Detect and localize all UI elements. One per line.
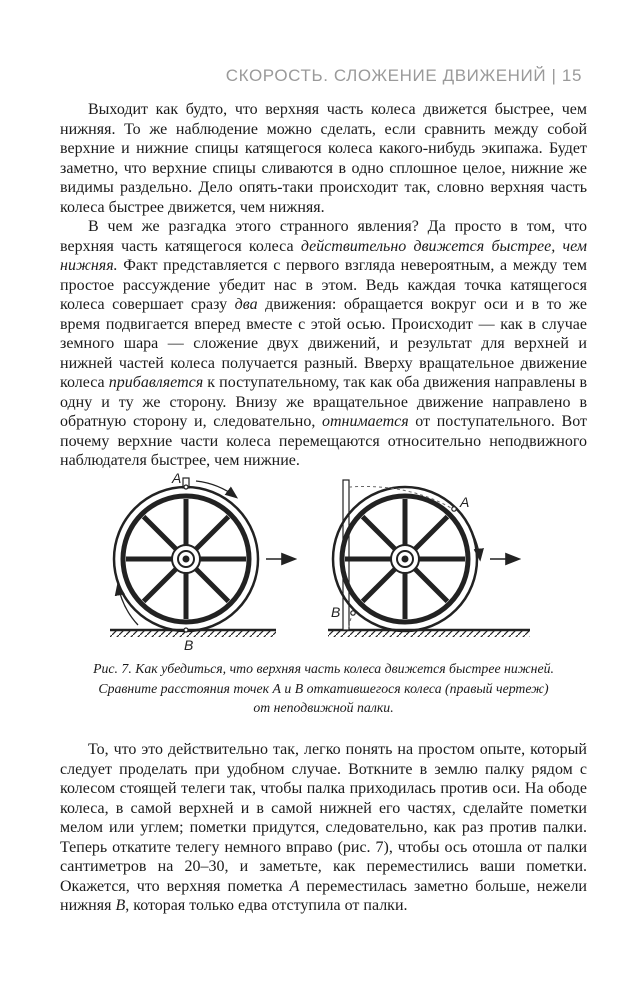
right-wheel-diagram: [328, 480, 530, 637]
label-a-left: A: [172, 470, 182, 486]
paragraph-3-text: переместилась заметно больше, нежели нижняя: [60, 877, 587, 914]
running-header: [226, 66, 582, 86]
left-wheel: [114, 487, 258, 631]
caption-line-3: от неподвижной палки.: [253, 700, 394, 715]
paragraph-2-emphasis: действительно движется быстрее, чем нижняя.: [60, 237, 587, 274]
page-number: 15: [561, 66, 582, 85]
figure-caption: [60, 659, 587, 718]
paragraph-2: [60, 217, 587, 471]
paragraph-3-emphasis: В: [115, 897, 126, 914]
paragraph-2-text: к поступательному, так как оба движения направлены в одну и ту же сторону. Внизу же вращательное движение направлено в обратную сторону и, следовательно,: [60, 374, 587, 430]
point-b-right: [351, 611, 355, 615]
header-separator: |: [551, 66, 557, 85]
upper-text-block: [60, 100, 587, 471]
point-a-right: [452, 507, 456, 511]
paragraph-3: [60, 740, 587, 916]
trajectory-b: [349, 614, 353, 627]
point-b-left: [184, 628, 188, 632]
lower-text-block: [60, 740, 587, 916]
running-title: СКОРОСТЬ. СЛОЖЕНИЕ ДВИЖЕНИЙ: [225, 66, 547, 85]
paragraph-2-text: от поступательного. Вот почему верхние части колеса перемещаются относительно неподвижного наблюдателя быстрее, чем нижние.: [60, 413, 587, 469]
wheel-figure: [98, 467, 558, 653]
point-a-left: [184, 485, 188, 489]
paragraph-2-emphasis: два: [234, 296, 258, 313]
paragraph-2-emphasis: отнимается: [321, 413, 409, 430]
paragraph-3-text: То, что это действительно так, легко понять на простом опыте, который следует проделать при удобном случае. Воткните в землю палку рядом с колесом стоящей телеги так, чтобы палка приходилась против оси. На ободе колеса, в самой верхней и в самой нижней его частях, сделайте пометки мелом или углем; пометки придутся, следовательно, как раз против палки. Теперь откатите телегу немного вправо (рис. 7), чтобы ось отошла от палки сантиметров на 20–30, и заметьте, как переместились ваши пометки. Окажется, что верхняя пометка: [60, 741, 587, 895]
ground-hatch-right: [328, 631, 530, 637]
paragraph-2-text: Факт представляется с первого взгляда невероятным, а между тем простое рассуждение убедит нас в этом. Ведь каждая точка катящегося колеса совершает сразу: [60, 257, 587, 313]
label-a-right: A: [460, 494, 470, 510]
left-wheel-diagram: [110, 470, 294, 653]
paragraph-2-text: В чем же разгадка этого странного явления? Да просто в том, что верхняя часть катящегося колеса: [60, 218, 587, 255]
caption-line-2: Сравните расстояния точек А и В откатившегося колеса (правый чертеж): [98, 680, 549, 696]
paragraph-3-emphasis: А: [289, 877, 300, 895]
paragraph-2-text: движения: обращается вокруг оси и в то же время подвигается вперед вместе с этой осью. Происходит — как в случае земного шара — сложение двух движений, и результат для верхней и нижней частей колеса получается разный. Вверху вращательное движение колеса: [60, 296, 588, 391]
paragraph-2-emphasis: прибавляется: [108, 374, 204, 391]
label-b-right: B: [331, 604, 341, 620]
label-b-left: B: [184, 637, 194, 653]
paragraph-3-text: , которая только едва отступила от палки.: [125, 897, 408, 914]
paragraph-1: Выходит как будто, что верхняя часть колеса движется быстрее, чем нижняя. То же наблюдение можно сделать, если сравнить между собой верхние и нижние спицы катящегося колеса какого-нибудь экипажа. Будет заметно, что верхние спицы сливаются в одно сплошное целое, нижние же видимы раздельно. Дело опять-таки происходит так, словно верхняя часть колеса быстрее движется, чем нижняя.: [60, 101, 587, 216]
caption-line-1: Рис. 7. Как убедиться, что верхняя часть колеса движется быстрее нижней.: [93, 661, 554, 676]
